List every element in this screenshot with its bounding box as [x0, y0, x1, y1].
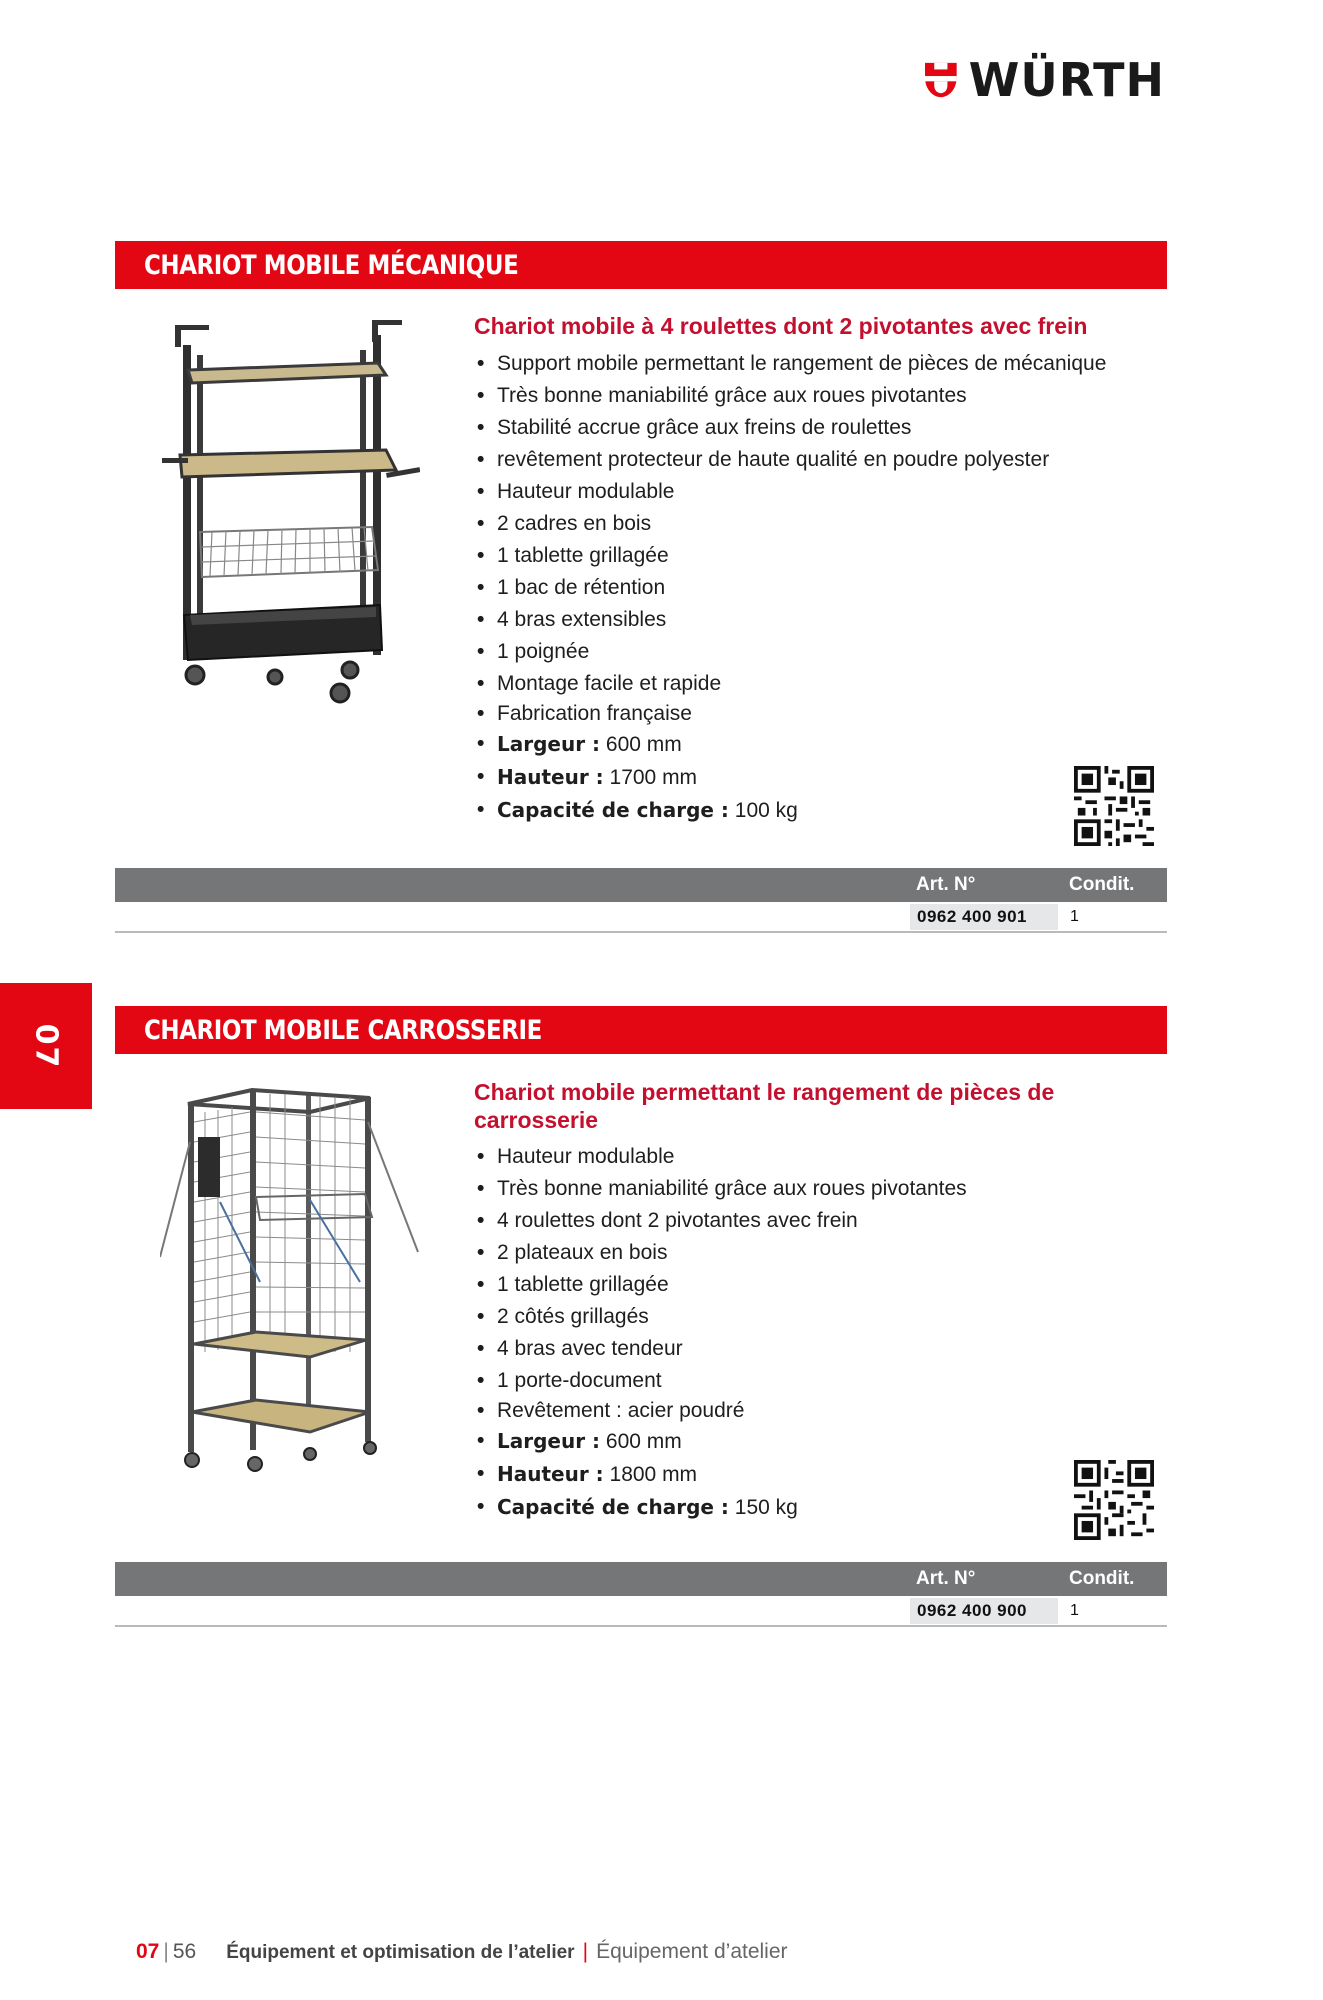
feature-item: • 1 bac de rétention — [477, 572, 1106, 604]
footer-page-number: 56 — [172, 1940, 197, 1963]
feature-item: • Fabrication française — [477, 700, 1106, 728]
feature-item: • 2 côtés grillagés — [477, 1301, 967, 1333]
article-table — [115, 868, 1167, 933]
feature-item: • 4 bras extensibles — [477, 604, 1106, 636]
feature-item: • Très bonne maniabilité grâce aux roues pivotantes — [477, 1173, 967, 1205]
spec-value: 600 mm — [605, 733, 682, 756]
product-subtitle: Chariot mobile permettant le rangement de pièces de carrosserie — [474, 1079, 1055, 1133]
article-table-header — [115, 1562, 1167, 1596]
spec-value: 1800 mm — [609, 1463, 698, 1486]
features-list — [477, 1141, 967, 1524]
spec-value: 1700 mm — [609, 766, 698, 789]
col-cond-header: Condit. — [1069, 874, 1135, 895]
article-number[interactable]: 0962 400 900 — [910, 1598, 1058, 1624]
feature-item: • Support mobile permettant le rangement de pièces de mécanique — [477, 348, 1106, 380]
feature-item: • 1 porte-document — [477, 1365, 967, 1397]
spec-largeur — [477, 728, 1106, 761]
section-header-mecanique — [115, 241, 1167, 289]
spec-hauteur — [477, 761, 1106, 794]
feature-item: • 1 tablette grillagée — [477, 1269, 967, 1301]
conditioning-value: 1 — [1070, 908, 1079, 925]
spec-capacite — [477, 1491, 967, 1524]
feature-item: • Stabilité accrue grâce aux freins de roulettes — [477, 412, 1106, 444]
spec-value: 150 kg — [734, 1496, 798, 1519]
qr-code-icon[interactable] — [1074, 766, 1154, 846]
chariot-mecanique-image — [150, 315, 420, 705]
spec-label: Hauteur : — [497, 1462, 604, 1486]
feature-item: • 4 roulettes dont 2 pivotantes avec frein — [477, 1205, 967, 1237]
col-cond-header: Condit. — [1069, 1568, 1135, 1589]
spec-label: Largeur : — [497, 732, 601, 756]
feature-item: • 1 tablette grillagée — [477, 540, 1106, 572]
chapter-tab[interactable] — [0, 983, 92, 1109]
article-table — [115, 1562, 1167, 1627]
footer-chapter: 07 — [136, 1940, 160, 1963]
feature-item: • 1 poignée — [477, 636, 1106, 668]
spec-label: Largeur : — [497, 1429, 601, 1453]
breadcrumb-main[interactable]: Équipement et optimisation de l’atelier — [226, 1942, 575, 1963]
table-row — [115, 902, 1167, 933]
wurth-logo-text: WÜRTH — [968, 53, 1165, 107]
spec-value: 600 mm — [605, 1430, 682, 1453]
spec-label: Hauteur : — [497, 765, 604, 789]
section-title: CHARIOT MOBILE MÉCANIQUE — [144, 249, 519, 281]
section-header-carrosserie — [115, 1006, 1167, 1054]
section-title: CHARIOT MOBILE CARROSSERIE — [144, 1014, 542, 1046]
spec-label: Capacité de charge : — [497, 798, 729, 822]
article-table-header — [115, 868, 1167, 902]
qr-code-icon[interactable] — [1074, 1460, 1154, 1540]
feature-item: • 2 cadres en bois — [477, 508, 1106, 540]
footer-separator: | — [163, 1940, 169, 1963]
feature-item: • Hauteur modulable — [477, 476, 1106, 508]
article-number[interactable]: 0962 400 901 — [910, 904, 1058, 930]
feature-item: • Montage facile et rapide — [477, 668, 1106, 700]
breadcrumb-separator: | — [582, 1940, 589, 1963]
features-list — [477, 348, 1106, 827]
chapter-tab-label: 07 — [28, 1023, 64, 1069]
feature-item: • Très bonne maniabilité grâce aux roues pivotantes — [477, 380, 1106, 412]
col-art-no-header: Art. N° — [916, 874, 976, 895]
product-subtitle: Chariot mobile à 4 roulettes dont 2 pivotantes avec frein — [474, 313, 1088, 339]
spec-largeur — [477, 1425, 967, 1458]
col-art-no-header: Art. N° — [916, 1568, 976, 1589]
spec-capacite — [477, 794, 1106, 827]
page-footer — [136, 1940, 788, 1964]
wurth-logo — [925, 52, 1165, 108]
spec-value: 100 kg — [734, 799, 798, 822]
feature-item: • Revêtement : acier poudré — [477, 1397, 967, 1425]
feature-item: • revêtement protecteur de haute qualité en poudre polyester — [477, 444, 1106, 476]
breadcrumb-sub[interactable]: Équipement d’atelier — [596, 1940, 788, 1963]
feature-item: • 2 plateaux en bois — [477, 1237, 967, 1269]
spec-hauteur — [477, 1458, 967, 1491]
spec-label: Capacité de charge : — [497, 1495, 729, 1519]
conditioning-value: 1 — [1070, 1602, 1079, 1619]
table-row — [115, 1596, 1167, 1627]
feature-item: • Hauteur modulable — [477, 1141, 967, 1173]
chariot-carrosserie-image — [160, 1082, 420, 1472]
wurth-logo-icon — [925, 54, 957, 106]
feature-item: • 4 bras avec tendeur — [477, 1333, 967, 1365]
